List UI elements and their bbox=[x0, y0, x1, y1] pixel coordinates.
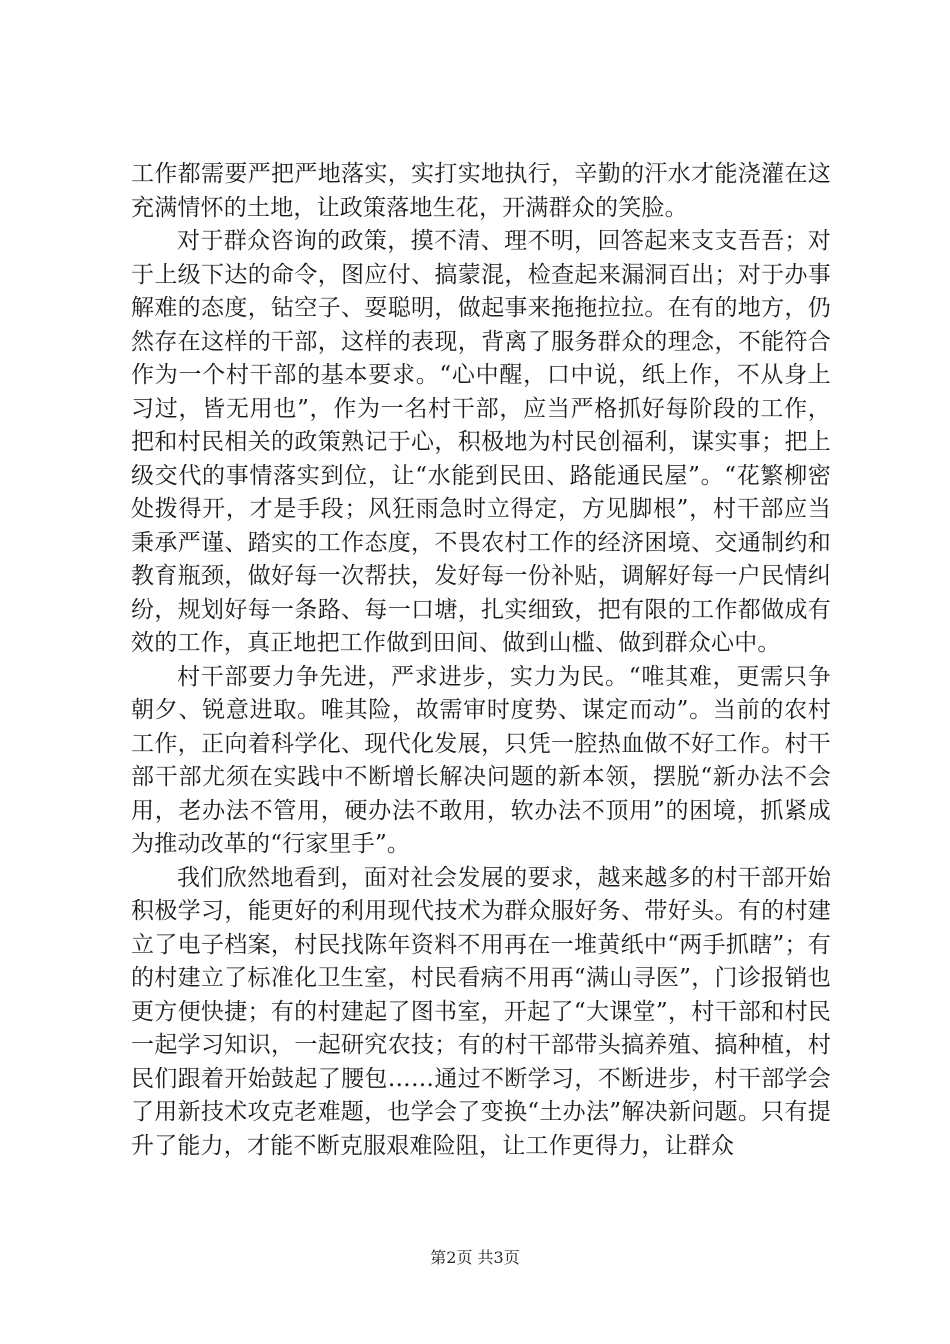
paragraph-2: 对于群众咨询的政策，摸不清、理不明，回答起来支支吾吾；对于上级下达的命令，图应付、搞蒙混，检查起来漏洞百出；对于办事解难的态度，钻空子、耍聪明，做起事来拖拖拉拉。在有的地方，仍然存在这样的干部，这样的表现，背离了服务群众的理念，不能符合作为一个村干部的基本要求。“心中醒，口中说，纸上作，不从身上习过，皆无用也”，作为一名村干部，应当严格抓好每阶段的工作，把和村民相关的政策熟记于心，积极地为村民创福利，谋实事；把上级交代的事情落实到位，让“水能到民田、路能通民屋”。“花繁柳密处拨得开，才是手段；风狂雨急时立得定，方见脚根”，村干部应当秉承严谨、踏实的工作态度，不畏农村工作的经济困境、交通制约和教育瓶颈，做好每一次帮扶，发好每一份补贴，调解好每一户民情纠纷，规划好每一条路、每一口塘，扎实细致，把有限的工作都做成有效的工作，真正地把工作做到田间、做到山槛、做到群众心中。 bbox=[131, 228, 831, 656]
paragraph-4: 我们欣然地看到，面对社会发展的要求，越来越多的村干部开始积极学习，能更好的利用现代技术为群众服好务、带好头。有的村建立了电子档案，村民找陈年资料不用再在一堆黄纸中“两手抓瞎”；有的村建立了标准化卫生室，村民看病不用再“满山寻医”，门诊报销也更方便快捷；有的村建起了图书室，开起了“大课堂”，村干部和村民一起学习知识，一起研究农技；有的村干部带头搞养殖、搞种植，村民们跟着开始鼓起了腰包……通过不断学习，不断进步，村干部学会了用新技术攻克老难题，也学会了变换“土办法”解决新问题。只有提升了能力，才能不断克服艰难险阻，让工作更得力，让群众 bbox=[131, 864, 831, 1159]
page-number-footer: 第2页 共3页 bbox=[430, 1248, 520, 1267]
document-body bbox=[131, 158, 831, 1163]
paragraph-3: 村干部要力争先进，严求进步，实力为民。“唯其难，更需只争朝夕、锐意进取。唯其险，故需审时度势、谋定而动”。当前的农村工作，正向着科学化、现代化发展，只凭一腔热血做不好工作。村干部干部尤须在实践中不断增长解决问题的新本领，摆脱“新办法不会用，老办法不管用，硬办法不敢用，软办法不顶用”的困境，抓紧成为推动改革的“行家里手”。 bbox=[131, 663, 831, 857]
paragraph-1: 工作都需要严把严地落实，实打实地执行，辛勤的汗水才能浇灌在这充满情怀的土地，让政策落地生花，开满群众的笑脸。 bbox=[131, 161, 831, 221]
